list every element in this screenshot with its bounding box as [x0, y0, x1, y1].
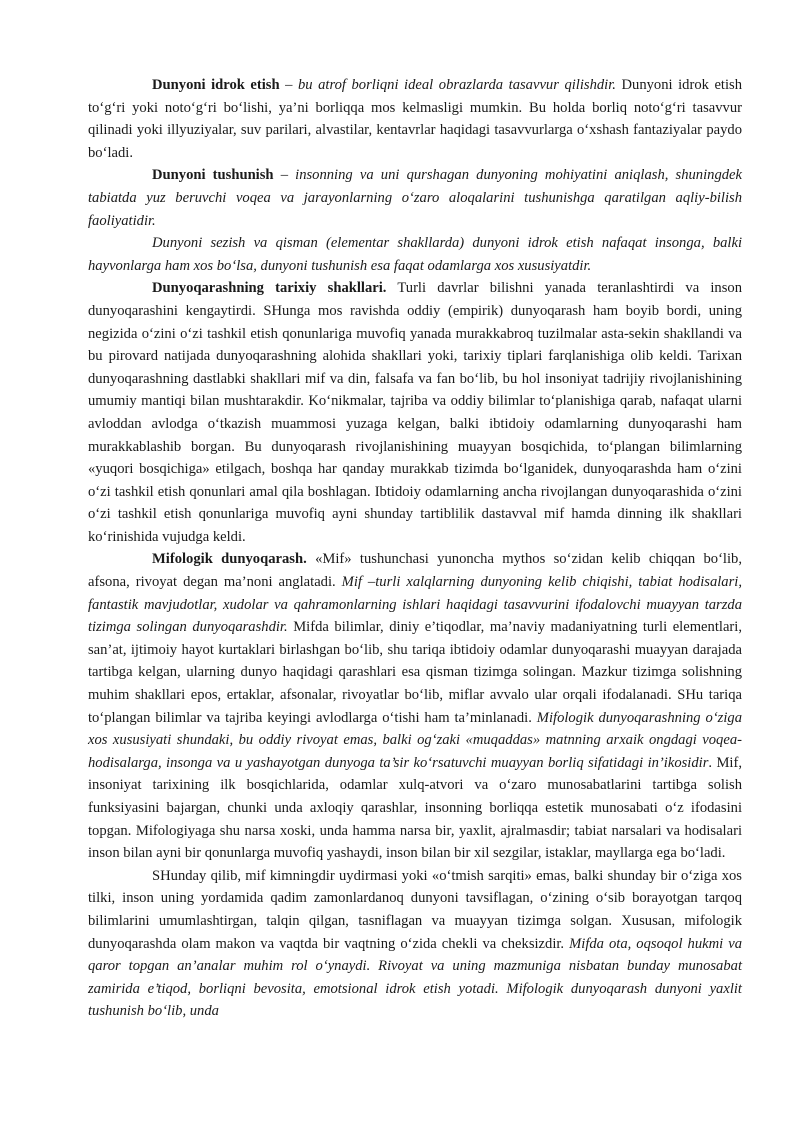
- text-run: SHunday qilib, mif kimningdir uydirmasi yoki «o‘tmish sarqiti» emas, balki shunday bir o‘ziga xos tilki, inson uning yordamida qadim zamonlardanoq dunyoni tavsiflagan, o‘zining o‘sib borayotgan tarqoq bilimlarini umumlashtirgan, talqin qilgan, tasniflagan va muayyan tizimga solgan. Xususan, mifologik dunyoqarashda olam makon va vaqtda bir vaqtning o‘zida chekli va cheksizdir.: [88, 867, 742, 952]
- text-run: . Mif, insoniyat tarixining ilk bosqichlarida, odamlar xulq-atvori va o‘zaro munosabatlarini tartibga solish funksiyasini bajargan, chunki unda axloqiy qarashlar, insonning borliqqa estetik munosabati o‘z ifodasini topgan. Mifologiyaga shu narsa xoski, unda hamma narsa bir, yaxlit, ajralmasdir; tabiat narsalari va hodisalari inson bilan ayni bir qonunlarga muvofiq yashaydi, inson bilan bir xil sezgilar, istaklar, mayllarga ega bo‘ladi.: [88, 754, 742, 862]
- paragraph-shunday: [88, 865, 742, 1023]
- text-run: Mifda bilimlar, diniy e’tiqodlar, ma’naviy madaniyatning turli elementlari, san’at, ijtimoiy hayot kurtaklari birlashgan bo‘lib, shu tariqa ibtidoiy odamlar dunyoqarashi muayyan darajada tartibga kelgan, ularning dunyo haqidagi qarashlari esa qisman tizimga solingan. Mazkur tizimga solishning muhim shakllari epos, ertaklar, afsonalar, rivoyatlar bo‘lib, miflar avvalo ular orqali ifodalanadi. SHu tariqa to‘plangan bilimlar va tajriba keyingi avlodlarga o‘tishi ham ta’minlanadi.: [88, 619, 742, 726]
- text-run: –: [279, 77, 298, 93]
- paragraph-tarixiy-shakllar: [88, 277, 742, 548]
- text-run: «Mif» tushunchasi yunoncha mythos so‘zidan kelib chiqqan bo‘lib, afsona, rivoyat degan ma’noni anglatadi.: [88, 551, 742, 591]
- section-heading: Dunyoqarashning tarixiy shakllari.: [152, 280, 387, 297]
- definition-text: Mif –turli xalqlarning dunyoning kelib chiqishi, tabiat hodisalari, fantastik mavjudotlar, xudolar va qahramonlarning ishlari haqidagi tasavvurini ifodalovchi muayyan tarzda tizimga solingan dunyoqarashdir.: [88, 574, 742, 636]
- definition-text: bu atrof borliqni ideal obrazlarda tasavvur qilishdir.: [297, 77, 616, 93]
- definition-text: insonning va uni qurshagan dunyoning mohiyatini aniqlash, shuningdek tabiatda yuz beruvchi voqea va jarayonlarning o‘zaro aloqalarini tushunishga qaratilgan aqliy-bilish faoliyatidir.: [88, 167, 742, 229]
- term-heading: Dunyoni idrok etish: [152, 77, 280, 93]
- text-run: Dunyoni idrok etish to‘g‘ri yoki noto‘g‘ri bo‘lishi, ya’ni borliqqa mos kelmasligi mumkin. Bu holda borliq noto‘g‘ri tasavvur qilinadi yoki illyuziyalar, suv parilari, alvastilar, kentavrlar haqidagi tasavvurlarga o‘xshash fantaziyalar paydo bo‘ladi.: [88, 77, 743, 161]
- italic-text: Mifologik dunyoqarashning o‘ziga xos xususiyati shundaki, bu oddiy rivoyat emas, balki og‘zaki «muqaddas» matnning arxaik ongdagi voqea-hodisalarga, insonga va u yashayotgan dunyoga ta’sir ko‘rsatuvchi muayyan borliq sifatidagi in’ikosidir: [88, 709, 743, 771]
- italic-text: Dunyoni sezish va qisman (elementar shakllarda) dunyoni idrok etish nafaqat insonga, balki hayvonlarga ham xos bo‘lsa, dunyoni tushunish esa faqat odamlarga xos xususiyatdir.: [88, 235, 742, 274]
- italic-text: Mifda ota, oqsoqol hukmi va qaror topgan an’analar muhim rol o‘ynaydi. Rivoyat va uning mazmuniga nisbatan bunday munosabat zamirida e’tiqod, borliqni bevosita, emotsional idrok etish yotadi. Mifologik dunyoqarash dunyoni yaxlit tushunish bo‘lib, unda: [88, 935, 742, 1020]
- paragraph-sezish: [88, 232, 742, 277]
- paragraph-tushunish: [88, 164, 742, 232]
- term-heading: Dunyoni tushunish: [152, 167, 274, 184]
- paragraph-idrok: [88, 74, 742, 164]
- section-heading: Mifologik dunyoqarash.: [152, 551, 307, 568]
- text-run: Turli davrlar bilishni yanada teranlashtirdi va inson dunyoqarashini kengaytirdi. SHunga mos ravishda oddiy (empirik) dunyoqarash ham boyib bordi, uning negizida o‘zini o‘zi tashkil etish qonunlariga muvofiq yanada murakkabroq tuzilmalar asta-sekin shakllandi va bu pirovard natijada dunyoqarashning alohida shakllari yoki, tarixiy tiplari farqlanishiga olib keldi. Tarixan dunyoqarashning dastlabki shakllari mif va din, falsafa va fan bo‘lib, bu hol insoniyat tadrijiy rivojlanishining umumiy mantiqi bilan mushtarakdir. Ko‘nikmalar, tajriba va oddiy bilimlar to‘planishiga qarab, nafaqat ularni avloddan avlodga o‘tkazish muammosi yuzaga kelgan, balki ibtidoiy odamlarning dunyoqarashi ham murakkablashib borgan. Bu dunyoqarash rivojlanishining muayyan bosqichida, to‘plangan bilimlarning «yuqori bosqichiga» etilgach, boshqa har qanday murakkab tizimda bo‘lganidek, dunyoqarashda ham o‘zini o‘zi tashkil etish qonunlari amal qila boshlagan. Ibtidoiy odamlarning ancha rivojlangan dunyoqarashida o‘zini o‘zi tashkil etish qonunlariga muvofiq ayni shunday tartiblilik dastavval mif hamda dinning ilk shakllari ko‘rinishida vujudga keldi.: [88, 280, 742, 545]
- paragraph-mifologik: [88, 548, 742, 864]
- text-run: –: [273, 167, 296, 184]
